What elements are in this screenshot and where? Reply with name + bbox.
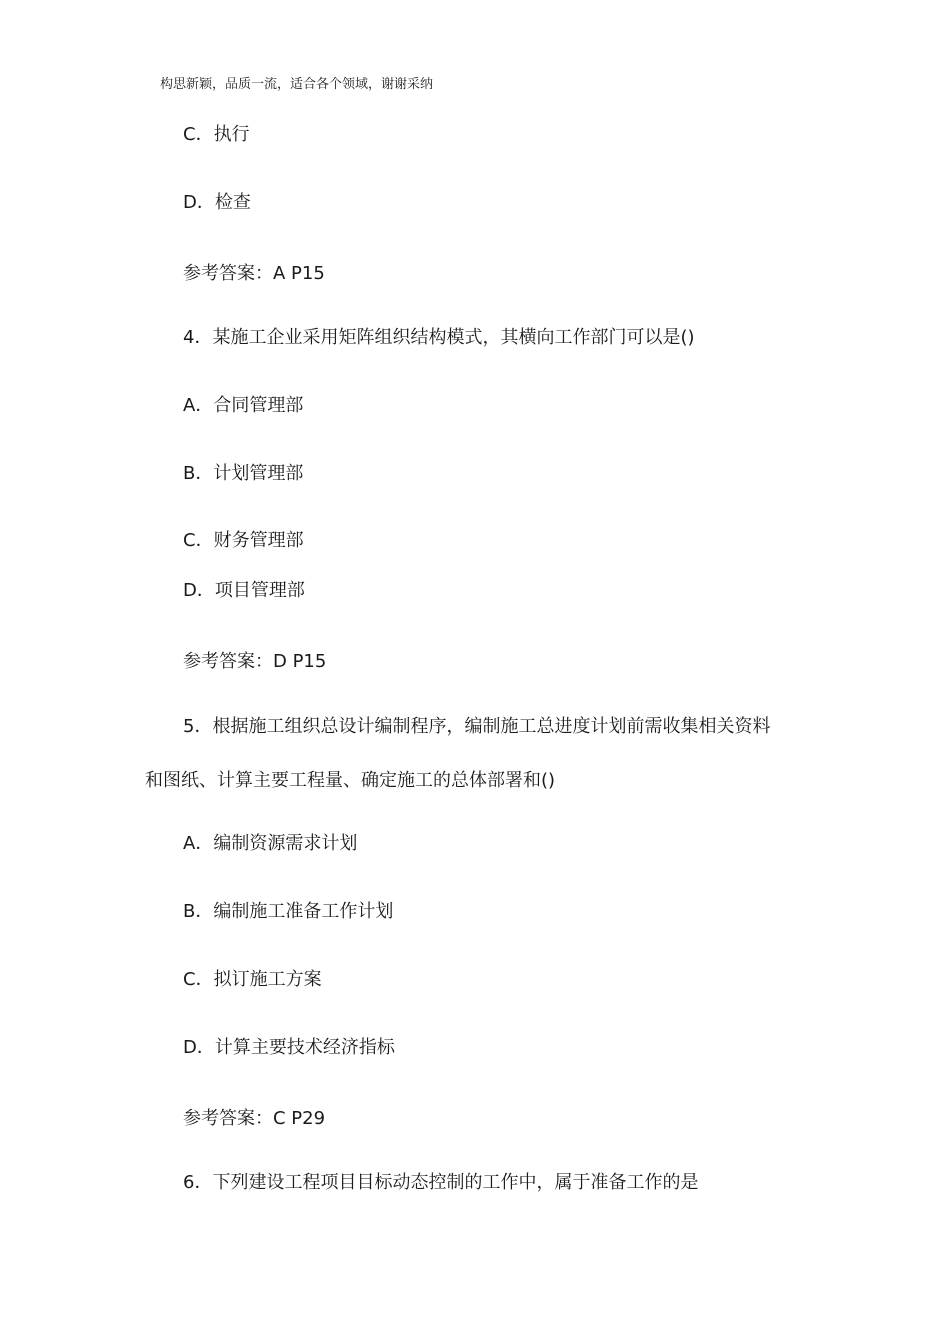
option-c-line: C．执行	[183, 124, 250, 145]
question-4-text: 4．某施工企业采用矩阵组织结构模式，其横向工作部门可以是()	[183, 327, 695, 348]
option-c-line: C．财务管理部	[183, 530, 304, 551]
answer-line: 参考答案：C P29	[183, 1108, 326, 1129]
option-c-line: C．拟订施工方案	[183, 969, 322, 990]
question-5-text-continued: 和图纸、计算主要工程量、确定施工的总体部署和()	[145, 770, 556, 791]
option-b-line: B．计划管理部	[183, 463, 304, 484]
option-a-line: A．合同管理部	[183, 395, 304, 416]
question-6-text: 6．下列建设工程项目目标动态控制的工作中，属于准备工作的是	[183, 1172, 699, 1193]
option-d-line: D．计算主要技术经济指标	[183, 1037, 395, 1058]
option-a-line: A．编制资源需求计划	[183, 833, 358, 854]
question-5-text: 5．根据施工组织总设计编制程序，编制施工总进度计划前需收集相关资料	[183, 716, 771, 737]
page-header-slogan: 构思新颖，品质一流，适合各个领域，谢谢采纳	[160, 77, 434, 92]
answer-line: 参考答案：D P15	[183, 651, 327, 672]
option-d-line: D．检查	[183, 192, 251, 213]
option-d-line: D．项目管理部	[183, 580, 305, 601]
option-b-line: B．编制施工准备工作计划	[183, 901, 394, 922]
answer-line: 参考答案：A P15	[183, 263, 325, 284]
